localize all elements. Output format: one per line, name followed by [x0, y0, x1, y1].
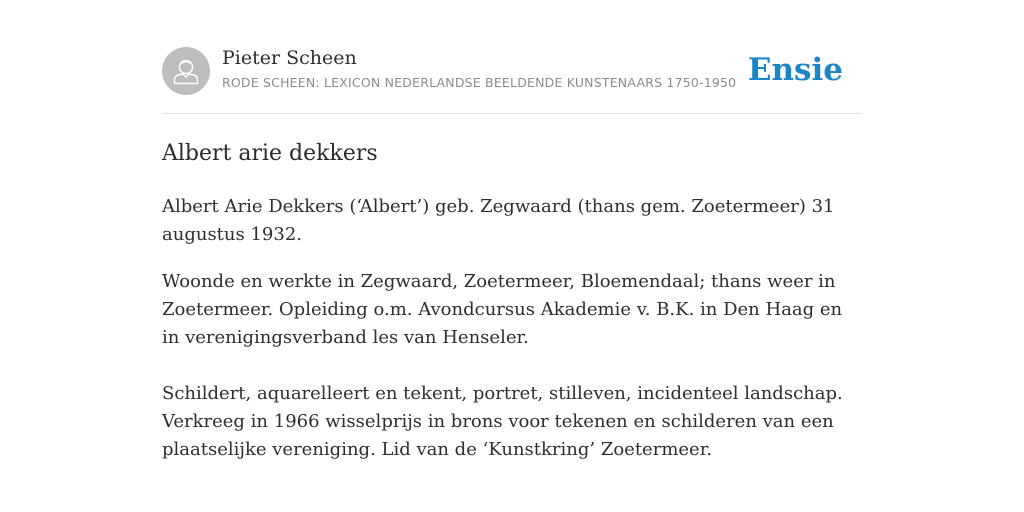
- source-name[interactable]: RODE SCHEEN: LEXICON NEDERLANDSE BEELDENDE KUNSTENAARS 1750-1950: [222, 75, 737, 90]
- author-name[interactable]: Pieter Scheen: [222, 47, 357, 69]
- entry-header: [162, 46, 862, 114]
- user-silhouette-icon: [162, 47, 210, 95]
- author-avatar[interactable]: [162, 47, 210, 95]
- entry-title: Albert arie dekkers: [162, 141, 378, 166]
- entry-paragraph: Woonde en werkte in Zegwaard, Zoetermeer, Bloemendaal; thans weer in Zoetermeer. Opleiding o.m. Avondcursus Akademie v. B.K. in Den Haag en in verenigingsverband les van Henseler.: [162, 271, 843, 348]
- entry-paragraph: Albert Arie Dekkers (‘Albert’) geb. Zegwaard (thans gem. Zoetermeer) 31 augustus 1932.: [162, 196, 835, 245]
- entry-paragraph: Schildert, aquarelleert en tekent, portret, stilleven, incidenteel landschap. Verkreeg in 1966 wisselprijs in brons voor tekenen en schilderen van een plaatselijke vereniging. Lid van de ‘Kunstkring’ Zoetermeer.: [162, 383, 843, 460]
- entry-page: [162, 46, 862, 464]
- brand-logo[interactable]: Ensie: [747, 52, 843, 88]
